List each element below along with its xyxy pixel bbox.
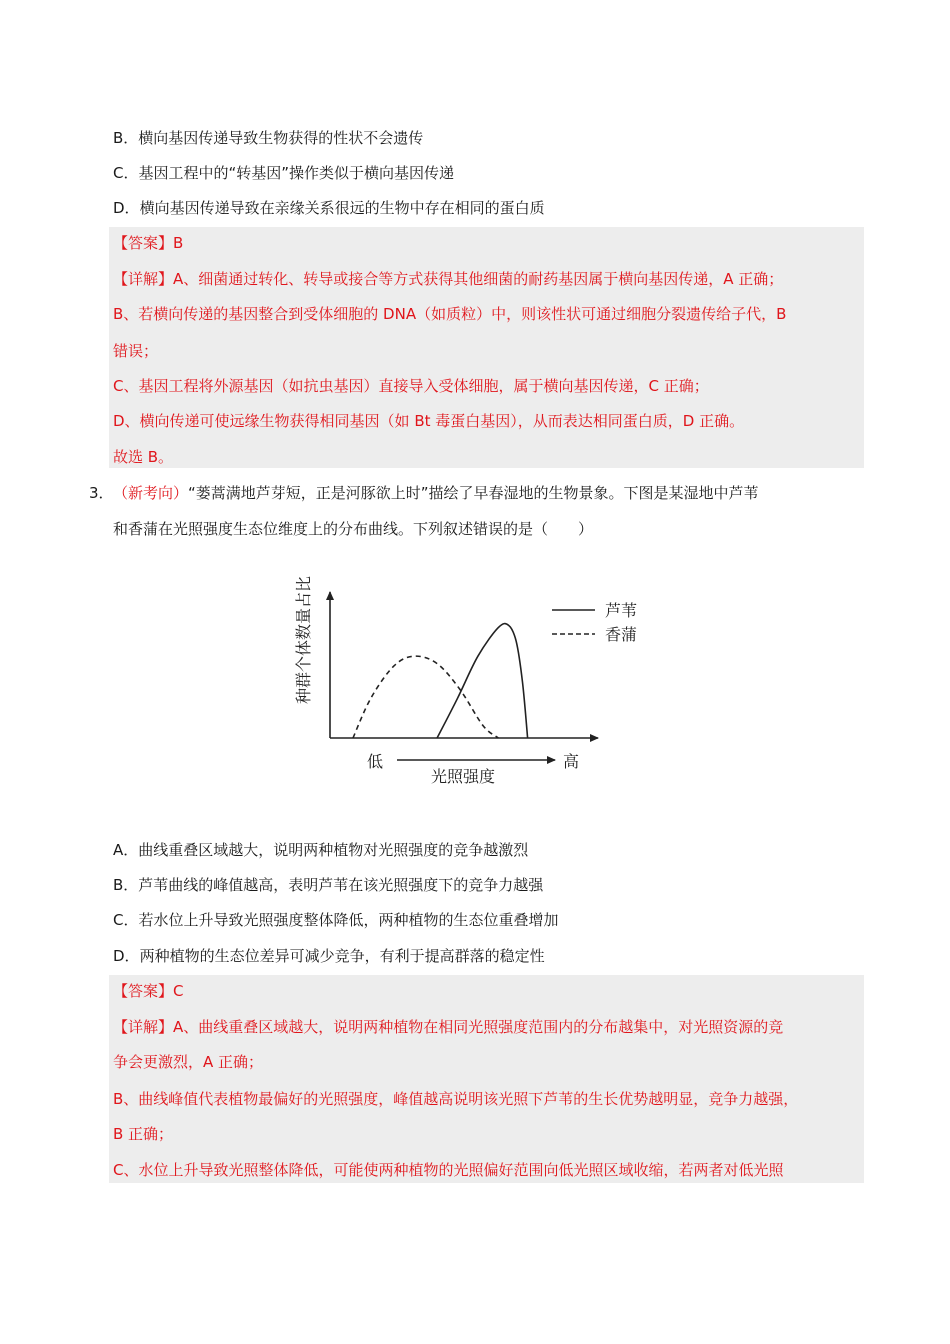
x-low-label: 低 <box>366 752 384 771</box>
q3-option-a: A．曲线重叠区域越大，说明两种植物对光照强度的竞争越激烈 <box>113 841 529 859</box>
legend-label-cattail: 香蒲 <box>605 625 638 644</box>
q3-explanation-line: B、曲线峰值代表植物最偏好的光照强度，峰值越高说明该光照下芦苇的生长优势越明显，竞争力越强， <box>113 1090 799 1108</box>
q3-explanation-line: C、水位上升导致光照整体降低，可能使两种植物的光照偏好范围向低光照区域收缩，若两者对低光照 <box>113 1161 784 1179</box>
x-high-label: 高 <box>562 752 580 771</box>
q3-stem-line1: （新考向）“蒌蒿满地芦芽短，正是河豚欲上时”描绘了早春湿地的生物景象。下图是某湿地中芦苇 <box>113 484 759 502</box>
q2-explanation-line: B、若横向传递的基因整合到受体细胞的 DNA（如质粒）中，则该性状可通过细胞分裂遗传给子代，B <box>113 305 787 323</box>
q3-option-d: D．两种植物的生态位差异可减少竞争，有利于提高群落的稳定性 <box>113 947 545 965</box>
q2-option-c: C．基因工程中的“转基因”操作类似于横向基因传递 <box>113 164 455 182</box>
q2-option-b: B．横向基因传递导致生物获得的性状不会遗传 <box>113 129 424 147</box>
q3-answer: 【答案】C <box>113 982 184 1000</box>
legend-label-reed: 芦苇 <box>605 601 638 620</box>
q3-option-c: C．若水位上升导致光照强度整体降低，两种植物的生态位重叠增加 <box>113 911 559 929</box>
q2-explanation-line: D、横向传递可使远缘生物获得相同基因（如 Bt 毒蛋白基因），从而表达相同蛋白质，D 正确。 <box>113 412 745 430</box>
niche-chart <box>285 562 638 787</box>
q2-explanation-line: 错误； <box>113 342 159 360</box>
q3-stem-line2: 和香蒲在光照强度生态位维度上的分布曲线。下列叙述错误的是（ ） <box>113 520 594 538</box>
q3-explanation-line: B 正确； <box>113 1125 174 1143</box>
q3-tag: （新考向） <box>113 484 189 502</box>
y-axis-label: 种群个体数量占比 <box>294 575 313 705</box>
q2-explanation-line: 【详解】A、细菌通过转化、转导或接合等方式获得其他细菌的耐药基因属于横向基因传递，A 正确； <box>113 270 784 288</box>
q2-answer: 【答案】B <box>113 234 184 252</box>
q2-explanation-line: C、基因工程将外源基因（如抗虫基因）直接导入受体细胞，属于横向基因传递，C 正确； <box>113 377 709 395</box>
niche-chart-svg <box>285 562 638 787</box>
q3-answer-box <box>109 975 864 1183</box>
q3-explanation-line: 争会更激烈，A 正确； <box>113 1053 264 1071</box>
q3-number: 3． <box>89 484 114 502</box>
x-axis-label: 光照强度 <box>430 767 496 786</box>
series-line-reed <box>437 624 527 738</box>
series-line-cattail <box>353 656 498 738</box>
q2-explanation-line: 故选 B。 <box>113 448 174 466</box>
q3-explanation-line: 【详解】A、曲线重叠区域越大，说明两种植物在相同光照强度范围内的分布越集中，对光照资源的竞 <box>113 1018 784 1036</box>
q3-option-b: B．芦苇曲线的峰值越高，表明芦苇在该光照强度下的竞争力越强 <box>113 876 544 894</box>
q2-option-d: D．横向基因传递导致在亲缘关系很远的生物中存在相同的蛋白质 <box>113 199 545 217</box>
